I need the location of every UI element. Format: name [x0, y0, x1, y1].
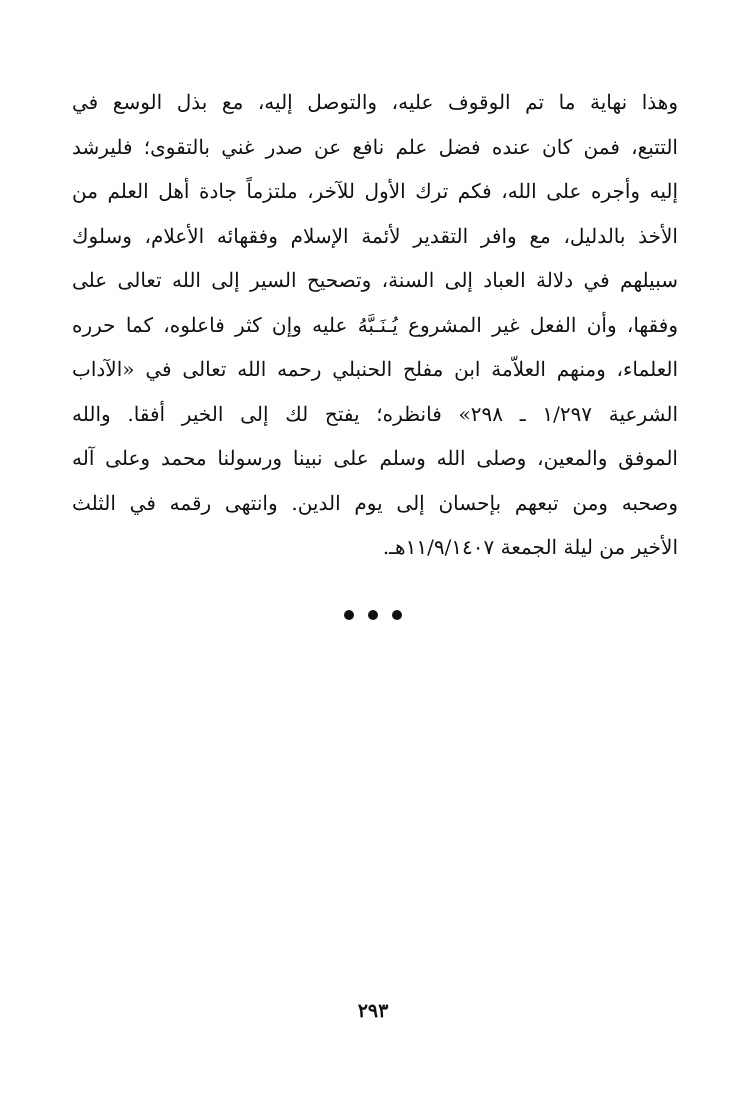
- body-text: [72, 80, 678, 570]
- text-line: وصحبه ومن تبعهم بإحسان إلى يوم الدين. وانتهى رقمه في الثلث: [72, 490, 678, 515]
- separator-dot: [368, 610, 378, 620]
- separator-dot: [344, 610, 354, 620]
- page-number: ٢٩٣: [357, 1000, 389, 1022]
- text-line: إليه وأجره على الله، فكم ترك الأول للآخر، ملتزماً جادة أهل العلم من: [72, 179, 678, 203]
- text-line: الأخذ بالدليل، مع وافر التقدير لأئمة الإسلام وفقهائه الأعلام، وسلوك: [72, 223, 678, 248]
- text-line: الشرعية ١/٢٩٧ ـ ٢٩٨» فانظره؛ يفتح لك إلى الخير أفقا. والله: [72, 401, 678, 426]
- separator-dot: [392, 610, 402, 620]
- text-line-last: الأخير من ليلة الجمعة ١١/٩/١٤٠٧هـ.: [382, 535, 678, 559]
- text-line: الموفق والمعين، وصلى الله وسلم على نبينا ورسولنا محمد وعلى آله: [72, 446, 678, 470]
- text-line: وفقها، وأن الفعل غير المشروع يُـنَـبَّهُ عليه وإن كثر فاعلوه، كما حرره: [72, 312, 678, 337]
- text-line: التتبع، فمن كان عنده فضل علم نافع عن صدر غني بالتقوى؛ فليرشد: [72, 134, 678, 159]
- section-separator: [0, 600, 746, 630]
- text-line: العلماء، ومنهم العلاّمة ابن مفلح الحنبلي رحمه الله تعالى في «الآداب: [72, 357, 678, 381]
- text-line: وهذا نهاية ما تم الوقوف عليه، والتوصل إليه، مع بذل الوسع في: [72, 90, 678, 114]
- text-line: سبيلهم في دلالة العباد إلى السنة، وتصحيح السير إلى الله تعالى على: [72, 268, 678, 292]
